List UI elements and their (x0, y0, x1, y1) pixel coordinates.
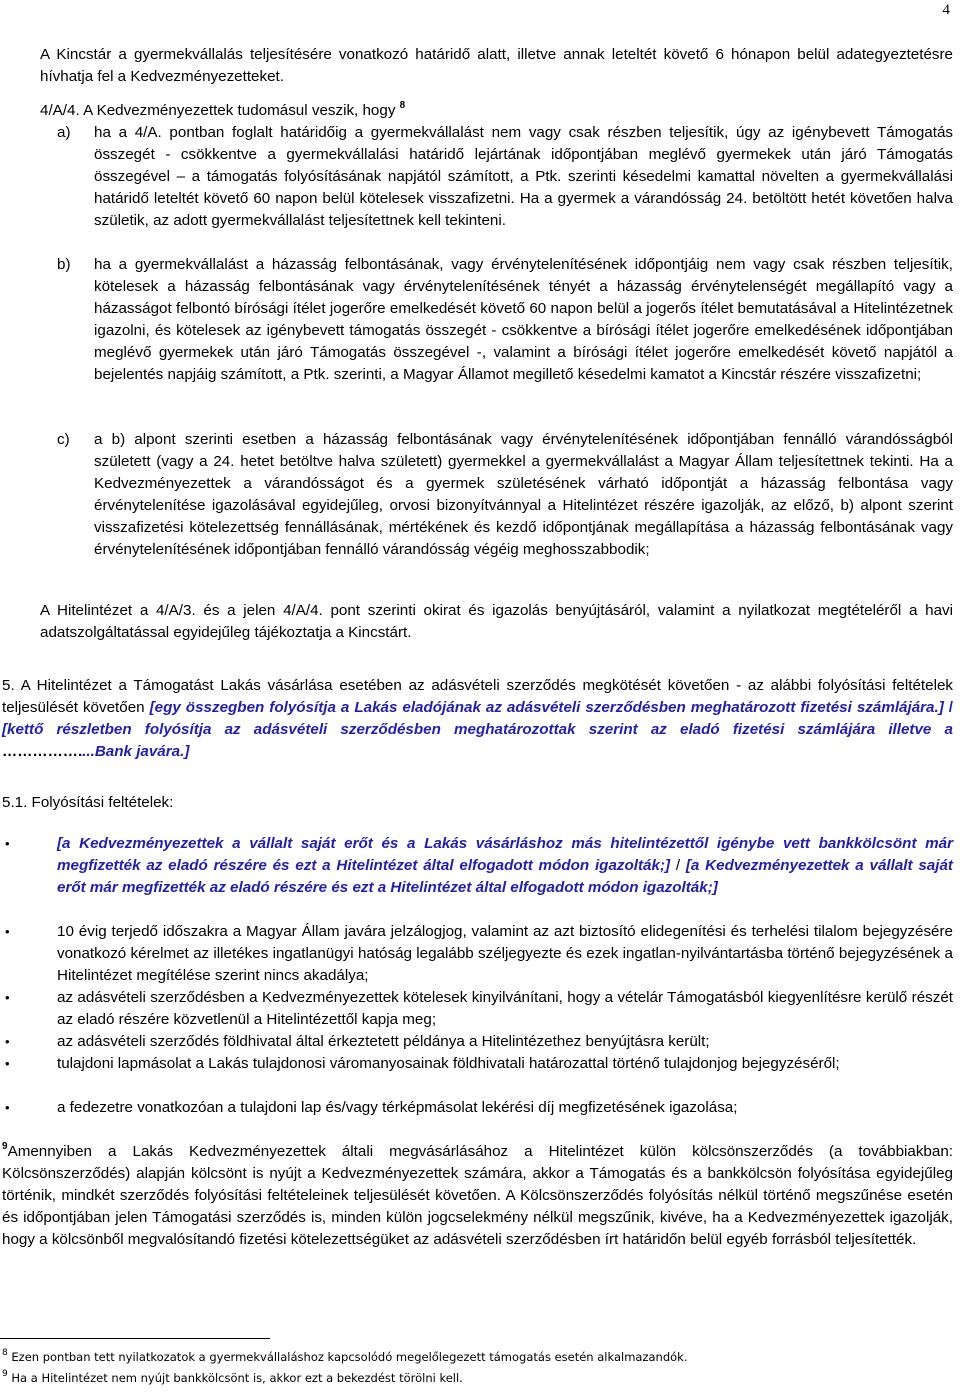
bullet-text (57, 833, 953, 899)
bullet-icon: • (5, 1100, 10, 1115)
bullet-icon: • (5, 1056, 10, 1071)
section-5-text: 5. A Hitelintézet a Támogatást Lakás vásárlása esetében az adásvételi szerződés megkötését követően - az alábbi folyósítási feltételek teljesülését követően (2, 677, 953, 716)
bullet-text: tulajdoni lapmásolat a Lakás tulajdonosi váromanyosainak földhivatali határozattal történő tulajdonjog bejegyzéséről; (57, 1055, 840, 1072)
option-separator: / (670, 857, 686, 874)
option-b-text: [a Kedvezményezettek a vállalt saját erőt már megfizették az eladó részére és ezt a Hitelintézet által elfogadott módon igazolták;] (57, 857, 953, 896)
footnote-8 (2, 1350, 687, 1364)
footnote-number: 8 (2, 1348, 8, 1358)
footnote-9 (2, 1371, 463, 1385)
bullet-item (0, 987, 953, 1031)
option-a-text: [a Kedvezményezettek a vállalt saját erőt és a Lakás vásárláshoz más hitelintézettől igénybe vett bankkölcsönt már megfizették az eladó részére és ezt a Hitelintézet által elfogadott módon igazolták;] (57, 835, 953, 874)
footnote-text: Ha a Hitelintézet nem nyújt bankkölcsönt is, akkor ezt a bekezdést törölni kell. (11, 1371, 463, 1385)
footnote-ref-9: 9 (2, 1141, 8, 1152)
bullet-item (0, 1053, 953, 1075)
footnote-ref-8: 8 (399, 100, 406, 111)
page-number: 4 (942, 2, 950, 18)
hitelintezet-paragraph: A Hitelintézet a 4/A/3. és a jelen 4/A/4. pont szerinti okirat és igazolás benyújtásáról, valamint a nyilatkozat megtételéről a havi adatszolgáltatással egyidejűleg tájékoztatja a Kincstárt. (40, 602, 953, 641)
bullet-text: 10 évig terjedő időszakra a Magyar Állam javára jelzálogjog, valamint az azt biztosító elidegenítési és terhelési tilalom bejegyzésére vonatkozó kérelmet az illetékes ingatlanügyi hatóság legalább széljegyezte és ezek ingatlan-nyilvántartásba történő bejegyzésének a Hitelintézet megítélése szerint nincs akadálya; (57, 923, 953, 984)
item-text: ha a 4/A. pontban foglalt határidőig a gyermekvállalást nem vagy csak részben teljesítik, úgy az igénybevett Támogatás összegét - csökkentve a gyermekvállalási határidő lejártának időpontjában meglévő gyermekek után járó Támogatás összegével – a támogatás folyósításának napjától számított, a Ptk. szerinti késedelmi kamattal növelten a gyermekvállalási határidő leteltét követő 60 napon belül kötelesek visszafizetni. Ha a gyermek a várandósság 24. betöltött hetét követően halva születik, az adott gyermekvállalást teljesítettnek kell tekinteni. (94, 124, 953, 229)
bullet-item (0, 1097, 953, 1119)
list-item-a (57, 122, 953, 232)
paragraph-9 (2, 1141, 953, 1251)
bank-name-placeholder: ……………. (2, 743, 83, 760)
bullet-icon: • (5, 1034, 10, 1049)
item-label: c) (57, 431, 70, 448)
list-item-b (57, 254, 953, 386)
heading-5-1: 5.1. Folyósítási feltételek: (2, 794, 174, 811)
bullet-icon: • (5, 924, 10, 939)
section-5-paragraph (2, 675, 953, 763)
bullet-icon: • (5, 990, 10, 1005)
footnote-text: Ezen pontban tett nyilatkozatok a gyermekvállaláshoz kapcsolódó megelőlegezett támogatás esetén alkalmazandók. (11, 1350, 688, 1364)
option-one-payment: [egy összegben folyósítja a Lakás eladójának az adásvételi szerződésben meghatározott fizetési számlájára.] (149, 699, 944, 716)
item-text: ha a gyermekvállalást a házasság felbontásának, vagy érvénytelenítésének időpontjáig nem vagy csak részben teljesítik, kötelesek a házasság felbontásának vagy érvénytelenítésének tényét a házasság érvénytelenségét megállapító vagy a házasságot felbontó bírósági ítélet jogerőre emelkedését követő 60 napon belül a jogerős ítélet bemutatásával a Hitelintézetnek igazolni, és kötelesek az igénybevett támogatás összegét - csökkentve a bírósági ítélet jogerőre emelkedésének időpontjában meglévő gyermekek után járó Támogatás összegével -, valamint a bírósági ítélet jogerőre emelkedését követő napjától a bejelentés napjáig számított, a Ptk. szerinti, a Magyar Államot megillető késedelmi kamatot a Kincstár részére visszafizetni; (94, 256, 953, 383)
item-label: a) (57, 124, 71, 141)
option-two-payments: [kettő részletben folyósítja az adásvételi szerződésben meghatározottak szerint az eladó fizetési számlájára illetve a (2, 721, 953, 738)
paragraph-9-text: Amennyiben a Lakás Kedvezményezettek általi megvásárlásához a Hitelintézet külön kölcsönszerződés (a továbbiakban: Kölcsönszerződés) alapján kölcsönt is nyújt a Kedvezményezettek számára, akkor a Támogatás és a bankkölcsön folyósítása egyidejűleg történik, mindkét szerződés folyósítási feltételeinek teljesülését követően. A Kölcsönszerződés folyósítás nélkül történő megszűnése esetén és időpontjában jelen Támogatási szerződés is, minden külön jogcselekmény nélkül megszűnik, kivéve, ha a Kedvezményezettek igazolják, hogy a kölcsönből megvalósítandó fizetési kötelezettségüket az adásvételi szerződésben írt határidőn belül egyéb forrásból teljesítették. (2, 1143, 953, 1248)
item-label: b) (57, 256, 71, 273)
bullet-item (0, 1031, 953, 1053)
footnote-number: 9 (2, 1369, 8, 1379)
bullet-text: az adásvételi szerződésben a Kedvezményezettek kötelesek kinyilvánítani, hogy a vételár Támogatásból kiegyenlítésre kerülő részét az eladó részére közvetlenül a Hitelintézettől kapja meg; (57, 989, 953, 1028)
item-text: a b) alpont szerinti esetben a házasság felbontásának vagy érvénytelenítésének időpontjában fennálló várandósságból született (vagy a 24. hetet betöltve halva született) gyermekkel a gyermekvállalást a Magyar Állam teljesítettnek tekinti. Ha a Kedvezményezettek a várandósságot és a gyermek születésének várható időpontját a házasság felbontása vagy érvénytelenítése igazolásával egyidejűleg, orvosi bizonyítvánnyal a Hitelintézet részére igazolják, az előző, b) alpont szerint visszafizetési kötelezettség fennállásának, mértékének és kezdő időpontjának megállapítása a házasság felbontásának vagy érvénytelenítésének időpontjában fennálló várandósság végéig meghosszabbodik; (94, 431, 953, 558)
section-4a4-heading (40, 100, 405, 122)
bullet-icon: • (5, 836, 10, 851)
bullet-text: a fedezetre vonatkozóan a tulajdoni lap és/vagy térképmásolat lekérési díj megfizetésének igazolása; (57, 1099, 738, 1116)
option-separator: / (943, 699, 953, 716)
bullet-item (0, 921, 953, 987)
intro-paragraph: A Kincstár a gyermekvállalás teljesítésére vonatkozó határidő alatt, illetve annak leteltét követő 6 hónapon belül adategyeztetésre hívhatja fel a Kedvezményezetteket. (40, 46, 953, 85)
footnote-divider (0, 1338, 270, 1339)
list-item-c (57, 429, 953, 561)
section-4a4-text: 4/A/4. A Kedvezményezettek tudomásul veszik, hogy (40, 102, 396, 119)
bullet-text: az adásvételi szerződés földhivatal által érkeztetett példánya a Hitelintézethez benyújtásra került; (57, 1033, 710, 1050)
bank-suffix: ...Bank javára.] (82, 743, 190, 760)
bullet-item (0, 833, 953, 899)
